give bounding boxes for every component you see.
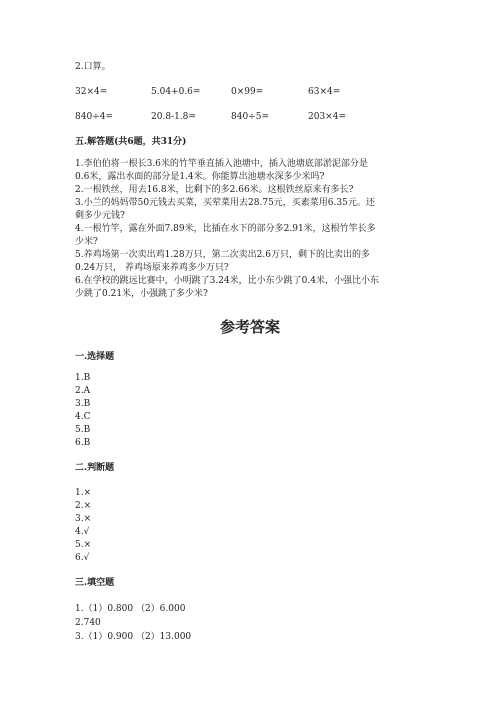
answer-item: 4.√ <box>75 527 90 537</box>
oral-calc-item: 20.8-1.8= <box>151 112 196 122</box>
oral-calc-heading: 2.口算。 <box>75 62 111 72</box>
oral-calc-item: 840÷5= <box>231 112 269 122</box>
answer-item: 3.× <box>75 514 92 524</box>
problem-line: 5.养鸡场第一次卖出鸡1.28万只，第二次卖出2.6万只，剩下的比卖出的多 <box>75 250 370 260</box>
answers-title: 参考答案 <box>219 318 280 336</box>
problem-line: 0.24万只， 养鸡场原来养鸡多少万只? <box>75 263 229 273</box>
answer-item: 2.740 <box>75 618 101 628</box>
problem-line: 6.在学校的跳远比赛中，小明跳了3.24米，比小东少跳了0.4米，小强比小东 <box>75 276 379 286</box>
answer-item: 1.B <box>75 373 91 383</box>
answer-item: 1.× <box>75 488 92 498</box>
answer-judge-heading: 二.判断题 <box>75 463 115 473</box>
oral-calc-item: 63×4= <box>308 87 341 97</box>
problem-line: 4.一根竹竿，露在外面7.89米，比插在水下的部分多2.91米，这根竹竿长多 <box>75 224 376 234</box>
answer-item: 2.× <box>75 501 92 511</box>
answer-choice-heading: 一.选择题 <box>75 352 115 362</box>
problem-line: 3.小兰的妈妈带50元钱去买菜，买荤菜用去28.75元，买素菜用6.35元。还 <box>75 198 375 208</box>
oral-calc-item: 840÷4= <box>75 112 113 122</box>
answer-item: 2.A <box>75 386 91 396</box>
problem-line: 剩多少元钱? <box>75 211 125 221</box>
answer-item: 1.（1）0.800 （2）6.000 <box>75 604 186 614</box>
answer-fill-heading: 三.填空题 <box>75 578 115 588</box>
answer-item: 5.B <box>75 425 91 435</box>
answer-item: 3.B <box>75 399 91 409</box>
answer-item: 3.（1）0.900 （2）13.000 <box>75 632 192 642</box>
problem-line: 少米? <box>75 237 98 247</box>
oral-calc-item: 32×4= <box>75 87 108 97</box>
oral-calc-item: 203×4= <box>308 112 346 122</box>
problem-line: 1.李伯伯将一根长3.6米的竹竿垂直插入池塘中，插入池塘底部淤泥部分是 <box>75 159 368 169</box>
section-heading: 五.解答题(共6题，共31分) <box>75 137 187 147</box>
problem-line: 0.6米，露出水面的部分是1.4米。你能算出池塘水深多少米吗? <box>75 172 325 182</box>
oral-calc-item: 0×99= <box>231 87 264 97</box>
answer-item: 4.C <box>75 412 91 422</box>
answer-item: 6.B <box>75 438 91 448</box>
problem-line: 少跳了0.21米，小强跳了多少米? <box>75 289 208 299</box>
problem-line: 2.一根铁丝，用去16.8米，比剩下的多2.66米。这根铁丝原来有多长? <box>75 185 354 195</box>
oral-calc-item: 5.04+0.6= <box>151 87 201 97</box>
answer-item: 6.√ <box>75 553 90 563</box>
answer-item: 5.× <box>75 540 92 550</box>
